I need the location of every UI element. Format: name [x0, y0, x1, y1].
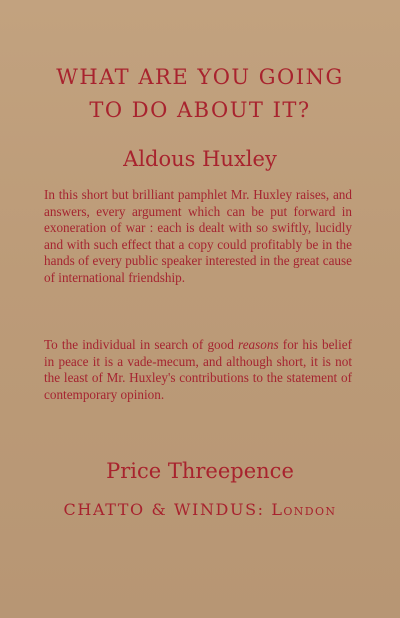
title-line-2: TO DO ABOUT IT?	[89, 98, 311, 122]
description-paragraph-2	[44, 337, 352, 403]
description-paragraph-1: In this short but brilliant pamphlet Mr. Huxley raises, and answers, every argument which can be put forward in exoneration of war : each is dealt with so swiftly, lucidly and with such effect that a copy could profitably be in the hands of every public speaker interested in the great cause of international friendship.	[44, 187, 352, 285]
publisher-city: London	[271, 500, 337, 519]
emphasized-word: reasons	[238, 337, 279, 352]
paragraph-2-text-start: To the individual in search of good	[44, 337, 239, 352]
title-line-1: WHAT ARE YOU GOING	[56, 65, 344, 89]
author-name: Aldous Huxley	[123, 147, 277, 171]
price-label: Price Threepence	[106, 459, 294, 483]
publisher-name: CHATTO & WINDUS:	[63, 500, 265, 519]
paragraph-2-text-end: for his belief in peace it is a vade-mecum, and although short, it is not the least of Mr. Huxley's contributions to the statement of contemporary opinion.	[44, 337, 352, 402]
publisher-line	[0, 500, 400, 519]
